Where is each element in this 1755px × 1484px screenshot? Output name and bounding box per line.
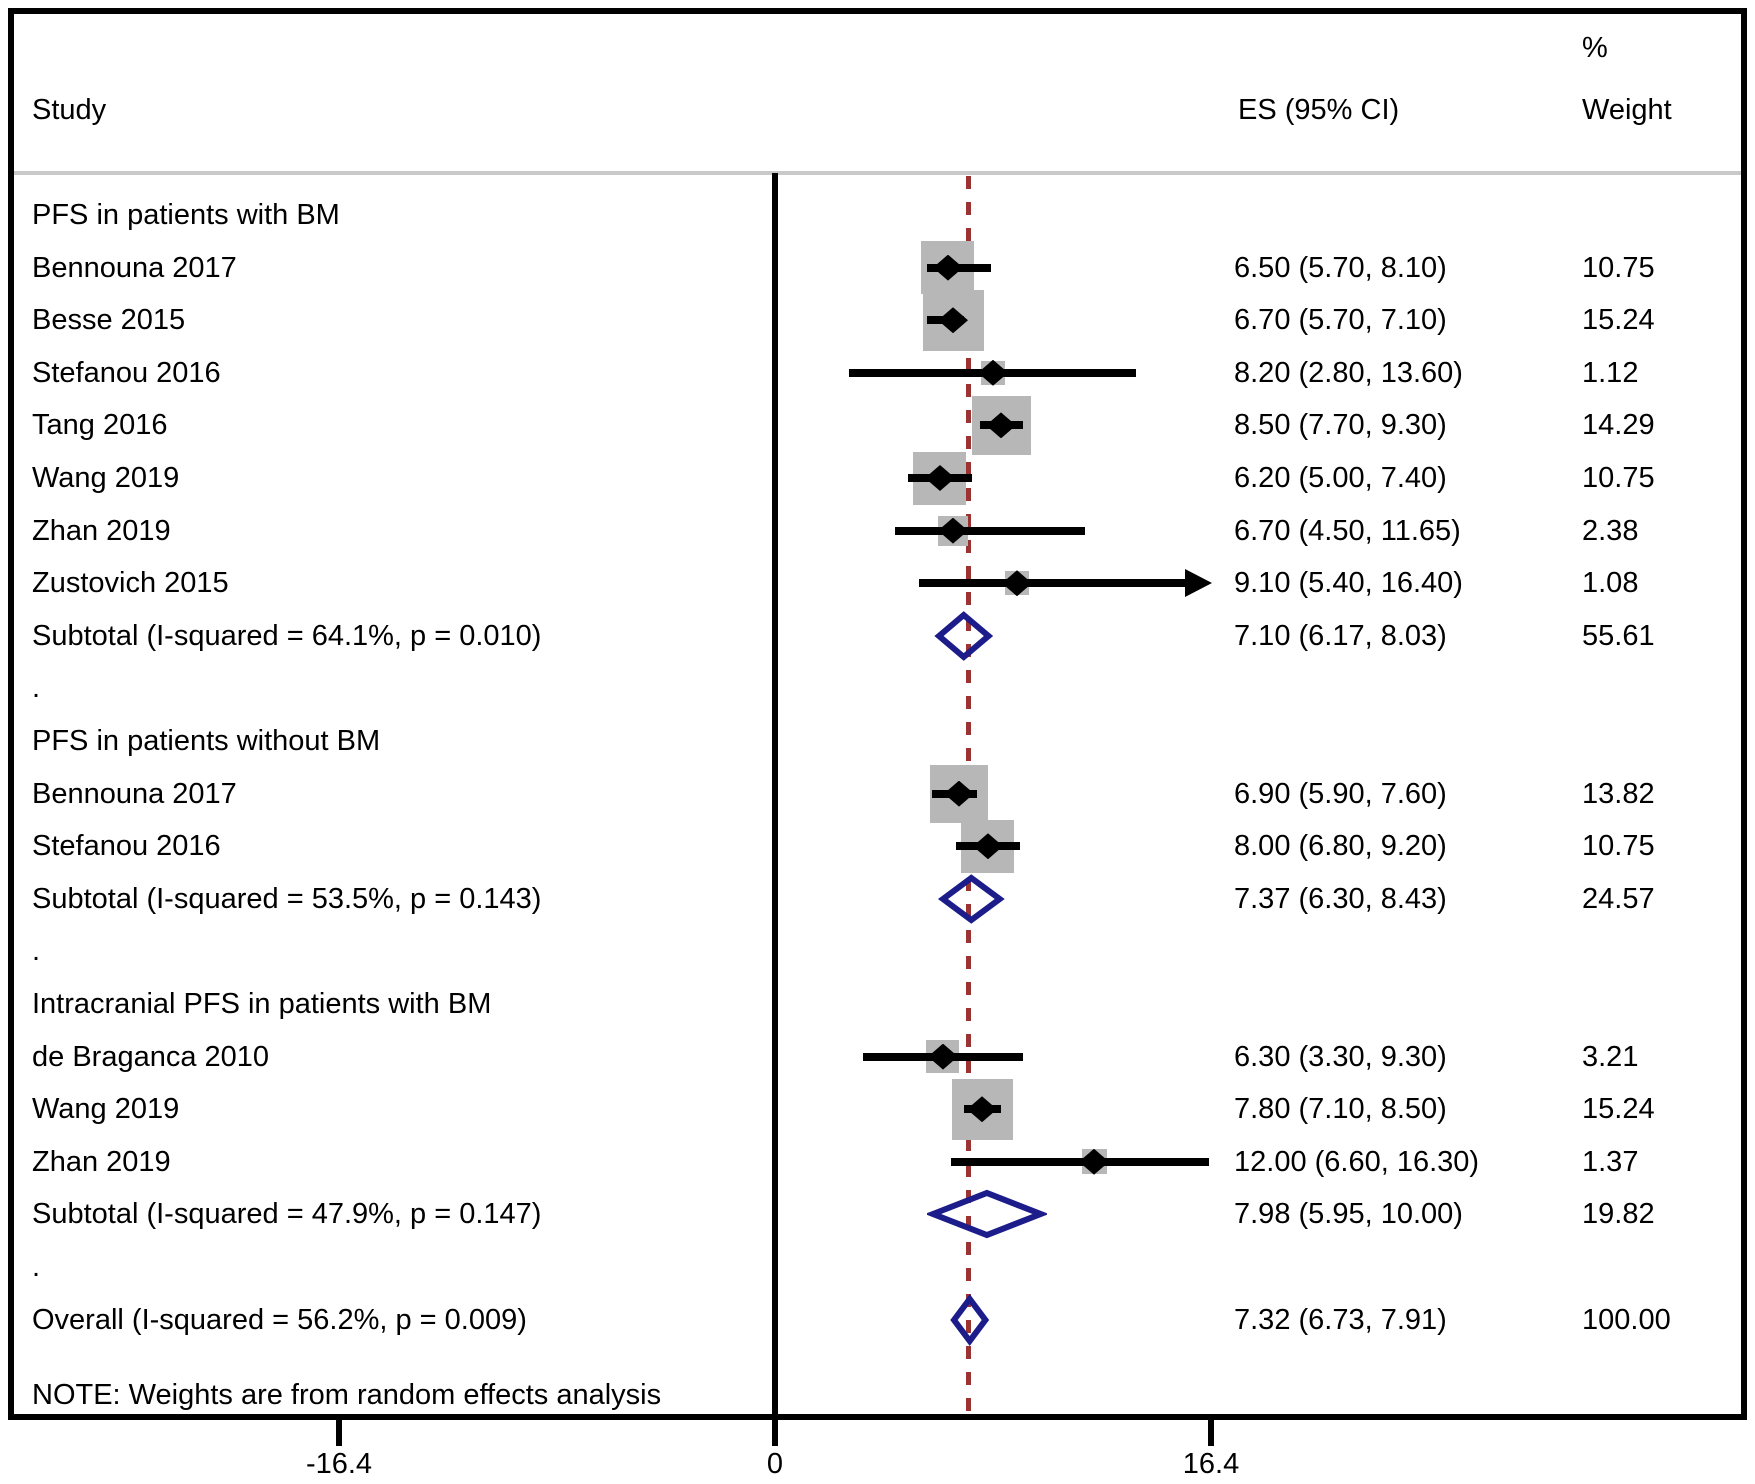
weight-value: 2.38: [1582, 514, 1639, 547]
x-axis-tick: [336, 1420, 342, 1446]
x-axis-tick-label: -16.4: [305, 1448, 373, 1480]
separator-dot: .: [32, 935, 41, 968]
subtotal-label: Subtotal (I-squared = 47.9%, p = 0.147): [32, 1198, 542, 1231]
separator-dot: .: [32, 1251, 41, 1283]
group-label: PFS in patients with BM: [32, 199, 340, 231]
es-value: 7.98 (5.95, 10.00): [1234, 1198, 1463, 1231]
weight-value: 24.57: [1582, 882, 1655, 915]
es-value: 6.70 (5.70, 7.10): [1234, 304, 1447, 337]
study-label: Stefanou 2016: [32, 830, 221, 863]
es-value: 7.32 (6.73, 7.91): [1234, 1303, 1447, 1336]
weight-value: 19.82: [1582, 1198, 1655, 1231]
es-value: 12.00 (6.60, 16.30): [1234, 1145, 1480, 1178]
weight-value: 1.08: [1582, 567, 1639, 600]
weight-value: 1.37: [1582, 1145, 1639, 1178]
study-label: Wang 2019: [32, 462, 180, 494]
es-value: 6.30 (3.30, 9.30): [1234, 1040, 1447, 1073]
subtotal-label: Subtotal (I-squared = 64.1%, p = 0.010): [32, 619, 542, 652]
subtotal-diamond: [933, 609, 994, 663]
x-axis-tick: [772, 1420, 778, 1446]
es-value: 6.90 (5.90, 7.60): [1234, 777, 1447, 810]
es-value: 7.10 (6.17, 8.03): [1234, 619, 1447, 652]
weight-value: 3.21: [1582, 1040, 1639, 1073]
es-value: 6.50 (5.70, 8.10): [1234, 251, 1447, 284]
column-header-weight: Weight: [1582, 94, 1672, 126]
weight-value: 10.75: [1582, 462, 1655, 494]
study-label: Wang 2019: [32, 1093, 180, 1126]
es-value: 8.00 (6.80, 9.20): [1234, 830, 1447, 863]
es-value: 8.50 (7.70, 9.30): [1234, 409, 1447, 442]
overall-label: Overall (I-squared = 56.2%, p = 0.009): [32, 1303, 527, 1336]
arrow-right-icon: [1185, 569, 1212, 597]
es-value: 9.10 (5.40, 16.40): [1234, 567, 1463, 600]
weight-value: 14.29: [1582, 409, 1655, 442]
weight-value: 15.24: [1582, 304, 1655, 337]
study-label: de Braganca 2010: [32, 1040, 270, 1073]
weight-value: 15.24: [1582, 1093, 1655, 1126]
weight-value: 10.75: [1582, 251, 1655, 284]
x-axis-tick-label: 16.4: [1182, 1448, 1240, 1480]
header-divider-line: [14, 171, 1741, 175]
study-label: Bennouna 2017: [32, 777, 237, 810]
zero-axis-line: [772, 173, 778, 1420]
column-header-study: Study: [32, 94, 107, 126]
note: NOTE: Weights are from random effects analysis: [32, 1379, 662, 1411]
x-axis-tick-label: 0: [766, 1448, 784, 1480]
study-label: Zhan 2019: [32, 514, 171, 547]
es-value: 6.20 (5.00, 7.40): [1234, 462, 1447, 494]
subtotal-diamond: [927, 1187, 1047, 1241]
study-label: Besse 2015: [32, 304, 186, 337]
subtotal-diamond: [937, 872, 1006, 926]
separator-dot: .: [32, 672, 41, 705]
weight-value: 100.00: [1582, 1303, 1671, 1336]
study-label: Stefanou 2016: [32, 356, 221, 389]
es-value: 7.37 (6.30, 8.43): [1234, 882, 1447, 915]
group-label: PFS in patients without BM: [32, 725, 381, 757]
study-label: Zhan 2019: [32, 1145, 171, 1178]
es-value: 6.70 (4.50, 11.65): [1234, 514, 1461, 547]
es-value: 8.20 (2.80, 13.60): [1234, 356, 1463, 389]
group-label: Intracranial PFS in patients with BM: [32, 988, 492, 1020]
subtotal-label: Subtotal (I-squared = 53.5%, p = 0.143): [32, 882, 542, 915]
es-value: 7.80 (7.10, 8.50): [1234, 1093, 1447, 1126]
weight-value: 55.61: [1582, 619, 1655, 652]
weight-value: 10.75: [1582, 830, 1655, 863]
x-axis-tick: [1208, 1420, 1214, 1446]
column-header-percent: %: [1582, 32, 1608, 64]
ci-line: [919, 579, 1187, 587]
weight-value: 13.82: [1582, 777, 1655, 810]
overall-diamond: [948, 1293, 991, 1347]
study-label: Bennouna 2017: [32, 251, 237, 284]
column-header-es: ES (95% CI): [1238, 94, 1400, 126]
study-label: Zustovich 2015: [32, 567, 229, 600]
weight-value: 1.12: [1582, 356, 1639, 389]
ci-line: [895, 527, 1085, 535]
study-label: Tang 2016: [32, 409, 168, 442]
